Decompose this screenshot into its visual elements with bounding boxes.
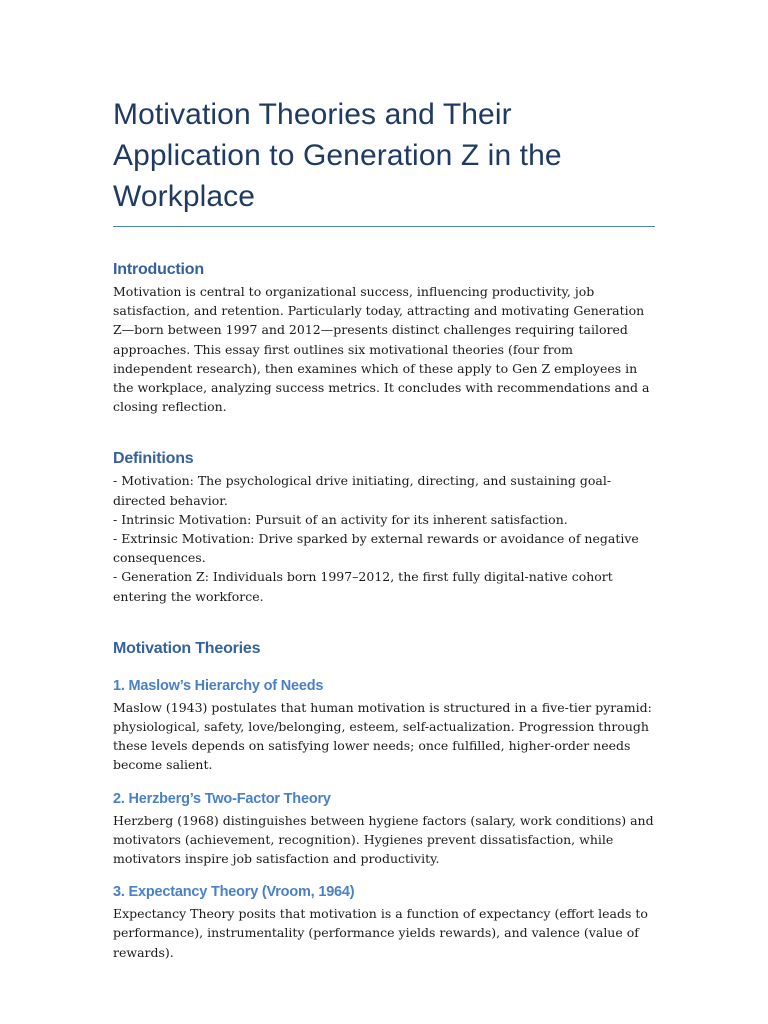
definition-item: - Generation Z: Individuals born 1997–2012, the first fully digital-native cohort entering the workforce. xyxy=(113,569,613,604)
document-page xyxy=(113,0,655,962)
herzberg-heading: 2. Herzberg’s Two-Factor Theory xyxy=(113,790,331,807)
title-divider xyxy=(113,226,655,227)
definitions-list xyxy=(113,471,655,605)
definition-item: - Intrinsic Motivation: Pursuit of an activity for its inherent satisfaction. xyxy=(113,511,568,527)
introduction-paragraph: Motivation is central to organizational success, influencing productivity, job satisfaction, and retention. Particularly today, attracting and motivating Generation Z—born between 1997 and 2012—presents distinct challenges requiring tailored approaches. This essay first outlines six motivational theories (four from independent research), then examines which of these apply to Gen Z employees in the workplace, analyzing success metrics. It concludes with recommendations and a closing reflection. xyxy=(113,284,650,415)
maslow-heading: 1. Maslow’s Hierarchy of Needs xyxy=(113,677,324,694)
maslow-paragraph: Maslow (1943) postulates that human motivation is structured in a five-tier pyramid: physiological, safety, love/belonging, esteem, self-actualization. Progression through these levels depends on satisfying lower needs; once fulfilled, higher-order needs become salient. xyxy=(113,699,652,773)
definition-item: - Motivation: The psychological drive initiating, directing, and sustaining goal-directed behavior. xyxy=(113,473,612,508)
motivation-theories-heading: Motivation Theories xyxy=(113,639,261,657)
expectancy-heading: 3. Expectancy Theory (Vroom, 1964) xyxy=(113,884,355,901)
introduction-heading: Introduction xyxy=(113,261,204,278)
definition-item: - Extrinsic Motivation: Drive sparked by external rewards or avoidance of negative consequences. xyxy=(113,531,639,566)
definitions-heading: Definitions xyxy=(113,450,194,468)
herzberg-paragraph: Herzberg (1968) distinguishes between hygiene factors (salary, work conditions) and motivators (achievement, recognition). Hygienes prevent dissatisfaction, while motivators inspire job satisfaction and productivity. xyxy=(113,812,654,867)
expectancy-paragraph: Expectancy Theory posits that motivation is a function of expectancy (effort leads to performance), instrumentality (performance yields rewards), and valence (value of rewards). xyxy=(113,906,648,960)
document-title: Motivation Theories and Their Application to Generation Z in the Workplace xyxy=(113,98,562,213)
